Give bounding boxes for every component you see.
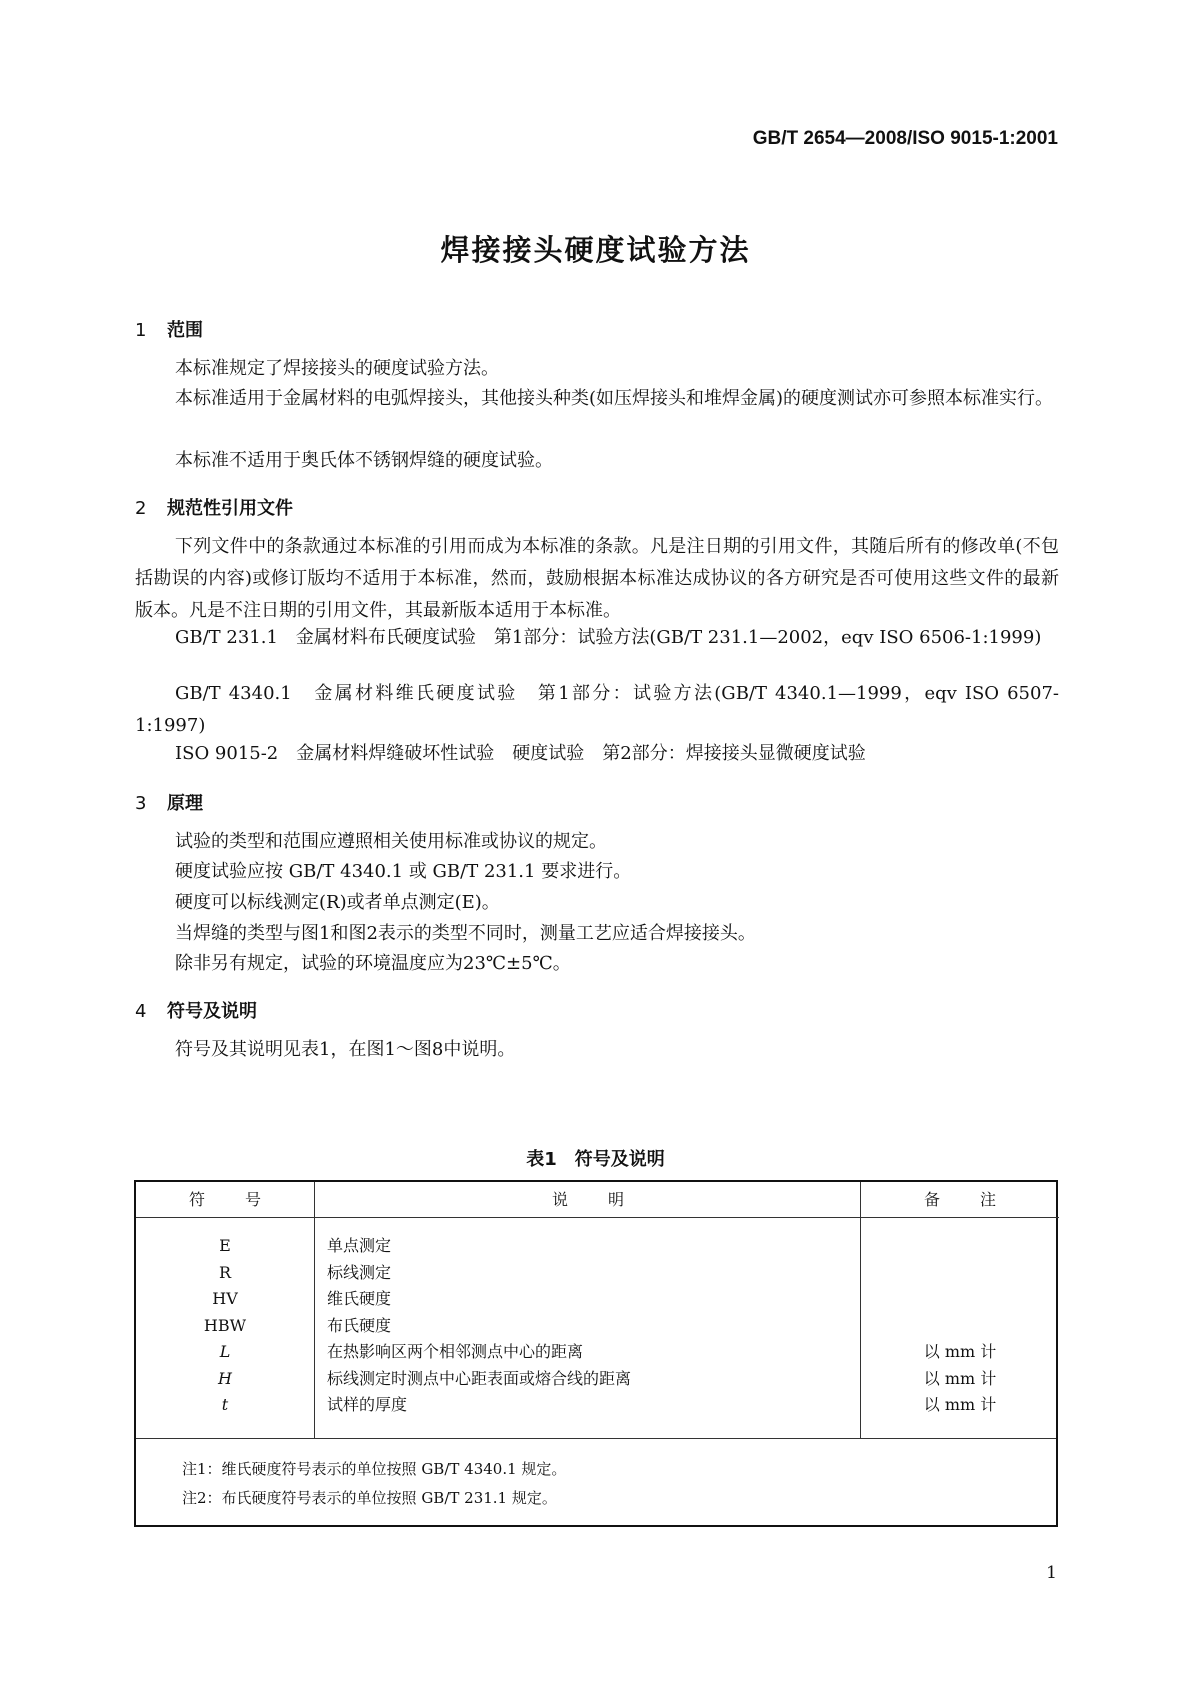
paragraph: 本标准不适用于奥氏体不锈钢焊缝的硬度试验。 bbox=[175, 450, 553, 471]
table-note: 注1：维氏硬度符号表示的单位按照 GB/T 4340.1 规定。 bbox=[182, 1460, 567, 1478]
column-header-description: 说明 bbox=[315, 1182, 861, 1218]
remark-column bbox=[860, 1182, 1059, 1438]
table-cell-description: 标线测定时测点中心距表面或熔合线的距离 bbox=[327, 1368, 632, 1388]
table-cell-remark: 以 mm 计 bbox=[923, 1342, 997, 1361]
page-number: 1 bbox=[1046, 1563, 1057, 1583]
section-number: 4 bbox=[135, 1001, 147, 1022]
description-column bbox=[314, 1182, 861, 1438]
section-title: 范围 bbox=[167, 320, 203, 341]
section-heading-scope bbox=[135, 316, 203, 342]
paragraph: 本标准规定了焊接接头的硬度试验方法。 bbox=[175, 358, 499, 379]
document-title: 焊接接头硬度试验方法 bbox=[440, 233, 751, 267]
column-header-symbol: 符号 bbox=[136, 1182, 314, 1218]
standard-code: GB/T 2654—2008/ISO 9015-1:2001 bbox=[752, 128, 1058, 149]
symbols-table bbox=[134, 1180, 1058, 1527]
table-cell-symbol: H bbox=[218, 1368, 232, 1388]
section-number: 2 bbox=[135, 498, 147, 519]
reference-item: GB/T 4340.1 金属材料维氏硬度试验 第1部分：试验方法(GB/T 4340.1—1999，eqv ISO 6507-1:1997) bbox=[135, 683, 1059, 736]
section-number: 1 bbox=[135, 320, 147, 341]
table-cell-description: 标线测定 bbox=[327, 1262, 392, 1282]
paragraph: 符号及其说明见表1，在图1～图8中说明。 bbox=[175, 1039, 516, 1060]
table-note: 注2：布氏硬度符号表示的单位按照 GB/T 231.1 规定。 bbox=[182, 1489, 557, 1507]
paragraph: 当焊缝的类型与图1和图2表示的类型不同时，测量工艺应适合焊接接头。 bbox=[175, 923, 756, 944]
section-heading-normative-references bbox=[135, 494, 293, 520]
section-title: 符号及说明 bbox=[167, 1001, 257, 1022]
symbol-column bbox=[136, 1182, 314, 1438]
section-title: 原理 bbox=[167, 793, 203, 814]
table-cell-remark bbox=[861, 1260, 1059, 1287]
table-cell-remark bbox=[861, 1233, 1059, 1260]
table-cell-symbol: HBW bbox=[203, 1315, 247, 1335]
section-title: 规范性引用文件 bbox=[167, 498, 293, 519]
table-cell-remark: 以 mm 计 bbox=[923, 1395, 997, 1414]
paragraph: 试验的类型和范围应遵照相关使用标准或协议的规定。 bbox=[175, 831, 607, 852]
table-cell-remark: 以 mm 计 bbox=[923, 1368, 997, 1388]
paragraph: 本标准适用于金属材料的电弧焊接头，其他接头种类(如压焊接头和堆焊金属)的硬度测试亦可参照本标准实行。 bbox=[175, 388, 1054, 409]
paragraph: 除非另有规定，试验的环境温度应为23℃±5℃。 bbox=[175, 953, 571, 974]
section-number: 3 bbox=[135, 793, 147, 814]
table-cell-symbol: HV bbox=[212, 1289, 238, 1308]
table-cell-description: 在热影响区两个相邻测点中心的距离 bbox=[327, 1342, 584, 1361]
section-heading-symbols bbox=[135, 997, 257, 1023]
table-cell-symbol: E bbox=[219, 1236, 231, 1255]
table-cell-symbol: R bbox=[218, 1262, 232, 1282]
table-cell-symbol: t bbox=[221, 1395, 229, 1414]
table-cell-remark bbox=[861, 1313, 1059, 1340]
paragraph: 硬度试验应按 GB/T 4340.1 或 GB/T 231.1 要求进行。 bbox=[175, 861, 632, 882]
reference-item: GB/T 231.1 金属材料布氏硬度试验 第1部分：试验方法(GB/T 231.1—2002，eqv ISO 6506-1:1999) bbox=[175, 627, 1042, 648]
paragraph: 下列文件中的条款通过本标准的引用而成为本标准的条款。凡是注日期的引用文件，其随后所有的修改单(不包括勘误的内容)或修订版均不适用于本标准，然而，鼓励根据本标准达成协议的各方研究是否可使用这些文件的最新版本。凡是不注日期的引用文件，其最新版本适用于本标准。 bbox=[135, 536, 1059, 621]
table-notes bbox=[136, 1438, 1056, 1525]
table-cell-remark bbox=[861, 1286, 1059, 1313]
table-cell-symbol: L bbox=[219, 1342, 231, 1361]
reference-item: ISO 9015-2 金属材料焊缝破坏性试验 硬度试验 第2部分：焊接接头显微硬度试验 bbox=[175, 743, 866, 764]
table-cell-description: 布氏硬度 bbox=[327, 1315, 392, 1335]
column-header-remark: 备注 bbox=[861, 1182, 1059, 1218]
paragraph: 硬度可以标线测定(R)或者单点测定(E)。 bbox=[175, 892, 500, 913]
table-caption: 表1 符号及说明 bbox=[526, 1149, 665, 1170]
table-cell-description: 维氏硬度 bbox=[327, 1289, 392, 1308]
table-cell-description: 试样的厚度 bbox=[327, 1395, 408, 1414]
table-cell-description: 单点测定 bbox=[327, 1236, 392, 1255]
section-heading-principle bbox=[135, 789, 203, 815]
